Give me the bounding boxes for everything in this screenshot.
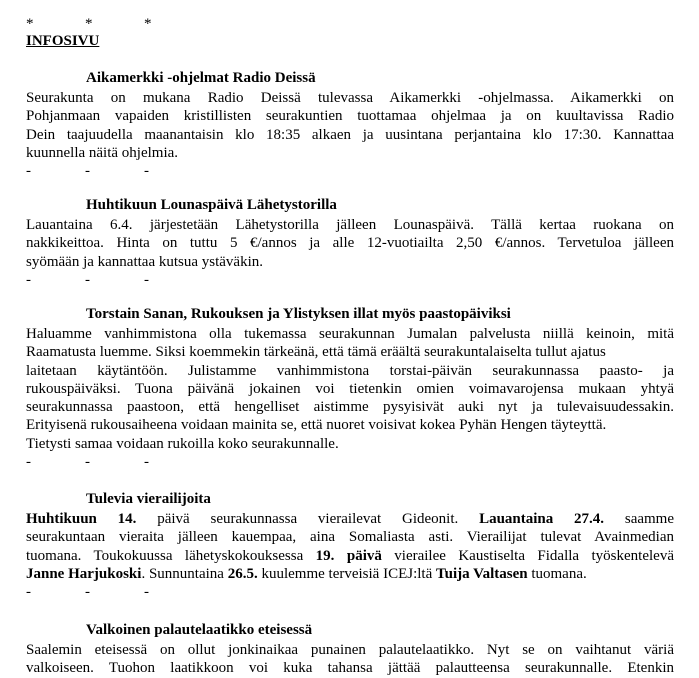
- separator-dash: -: [85, 271, 90, 288]
- section-vierailijat: [26, 490, 674, 601]
- text-run: . Sunnuntaina: [141, 565, 228, 582]
- text-line: Lauantaina 6.4. järjestetään Lähetystorilla jälleen Lounaspäivä. Tällä kertaa ruokana on: [26, 217, 674, 233]
- separator-dash: -: [26, 163, 31, 180]
- section-heading: Tulevia vierailijoita: [86, 491, 211, 507]
- text-line: rukouspäiväksi. Tuona päivänä jokainen voi tietenkin omien voimavarojensa mukaan yhtyä: [26, 380, 674, 397]
- section-body: [26, 641, 674, 678]
- separator-dash: -: [144, 454, 149, 471]
- bold-text: Janne Harjukoski: [26, 565, 142, 582]
- star-1: *: [26, 16, 34, 32]
- section-aikamerkki: [26, 69, 674, 180]
- separator-dash: -: [85, 454, 90, 471]
- header-stars: [26, 15, 226, 33]
- text-line: syömään ja kannattaa kutsua ystäväkin.: [26, 253, 264, 270]
- separator-dash: -: [85, 584, 90, 601]
- section-body: [26, 325, 674, 453]
- separator: [26, 271, 674, 289]
- text-line: seurakuntaan vieraita jälleen kauempaa, aina Somaliasta asti. Vierailijat tulevat Avainmedian: [26, 529, 674, 546]
- text-line: nakkikeittoa. Hinta on tuttu 5 €/annos ja alle 12-vuotiailta 2,50 €/annos. Tervetuloa jälleen: [26, 235, 674, 252]
- section-paastopaiva: [26, 305, 674, 471]
- text-run: päivä seurakunnassa vierailevat Gideonit.: [136, 511, 480, 527]
- text-line: laitetaan käytäntöön. Julistamme vanhimmistona torstai-päivän seurakunnassa paasto- ja: [26, 362, 674, 379]
- text-line: [26, 547, 674, 565]
- section-heading: Huhtikuun Lounaspäivä Lähetystorilla: [86, 197, 337, 213]
- separator-dash: -: [85, 163, 90, 180]
- text-line: seurakunnassa paastoon, että hengelliset aistimme pysyisivät auki nyt ja tulevaisuudessakin.: [26, 399, 674, 416]
- separator-dash: -: [144, 163, 149, 180]
- text-line: Haluamme vanhimmistona olla tukemassa seurakunnan Jumalan palvelusta niillä keinoin, mitä: [26, 326, 674, 342]
- text-run: vierailee Kaustiselta Fidalla työskentelevä: [381, 547, 674, 564]
- separator: [26, 583, 674, 601]
- section-body: [26, 216, 674, 271]
- section-palautelaatikko: [26, 621, 674, 678]
- text-line: [26, 510, 674, 528]
- page-title: INFOSIVU: [26, 33, 100, 49]
- section-body: [26, 510, 674, 583]
- separator: [26, 453, 674, 471]
- text-line: Erityisenä rukousaiheena voidaan mainita se, että nuoret voisivat kokea Pyhän Hengen täyteyttä.: [26, 417, 607, 434]
- star-3: *: [144, 16, 152, 32]
- separator-dash: -: [26, 584, 31, 601]
- text-line: Tietysti samaa voidaan rukoilla koko seurakunnalle.: [26, 435, 339, 452]
- text-run: saamme: [604, 511, 674, 527]
- star-2: *: [85, 16, 93, 32]
- bold-text: Lauantaina 27.4.: [479, 511, 605, 527]
- separator-dash: -: [26, 454, 31, 471]
- bold-text: Huhtikuun 14.: [26, 511, 137, 527]
- text-line: Dein taajuudella maanantaisin klo 18:35 alkaen ja uusintana perjantaina klo 17:30. Kannattaa: [26, 126, 674, 143]
- section-heading: Aikamerkki -ohjelmat Radio Deissä: [86, 70, 316, 86]
- bold-text: 26.5.: [227, 565, 258, 582]
- separator-dash: -: [144, 584, 149, 601]
- bold-text: 19. päivä: [315, 547, 382, 564]
- text-run: kuulemme terveisiä ICEJ:ltä: [257, 565, 436, 582]
- text-run: tuomana. Toukokuussa lähetyskokouksessa: [26, 547, 316, 564]
- separator: [26, 162, 674, 180]
- section-lounaspaiva: [26, 196, 674, 289]
- text-line: valkoiseen. Tuohon laatikkoon voi kuka tahansa jättää palautteensa seurakunnalle. Etenkin: [26, 660, 674, 677]
- section-heading: Torstain Sanan, Rukouksen ja Ylistyksen illat myös paastopäiviksi: [86, 306, 511, 322]
- separator-dash: -: [144, 271, 149, 288]
- bold-text: Tuija Valtasen: [436, 565, 528, 582]
- text-line: kuunnella näitä ohjelmia.: [26, 144, 179, 161]
- separator-dash: -: [26, 271, 31, 288]
- text-run: tuomana.: [527, 565, 587, 582]
- text-line: Raamatusta luemme. Siksi koemmekin tärkeänä, että tämä eräältä seurakuntalaiselta tullut ajatus: [26, 344, 606, 361]
- section-body: [26, 89, 674, 162]
- text-line: Saalemin eteisessä on ollut jonkinaikaa punainen palautelaatikko. Nyt se on vaihtanut väriä: [26, 642, 674, 658]
- section-heading: Valkoinen palautelaatikko eteisessä: [86, 622, 313, 638]
- text-line: [26, 565, 674, 583]
- text-line: Pohjanmaan vapaiden kristillisten seurakuntien tuottamaa ohjelmaa ja on kuultavissa Radio: [26, 108, 674, 125]
- text-line: Seurakunta on mukana Radio Deissä tulevassa Aikamerkki -ohjelmassa. Aikamerkki on: [26, 90, 674, 106]
